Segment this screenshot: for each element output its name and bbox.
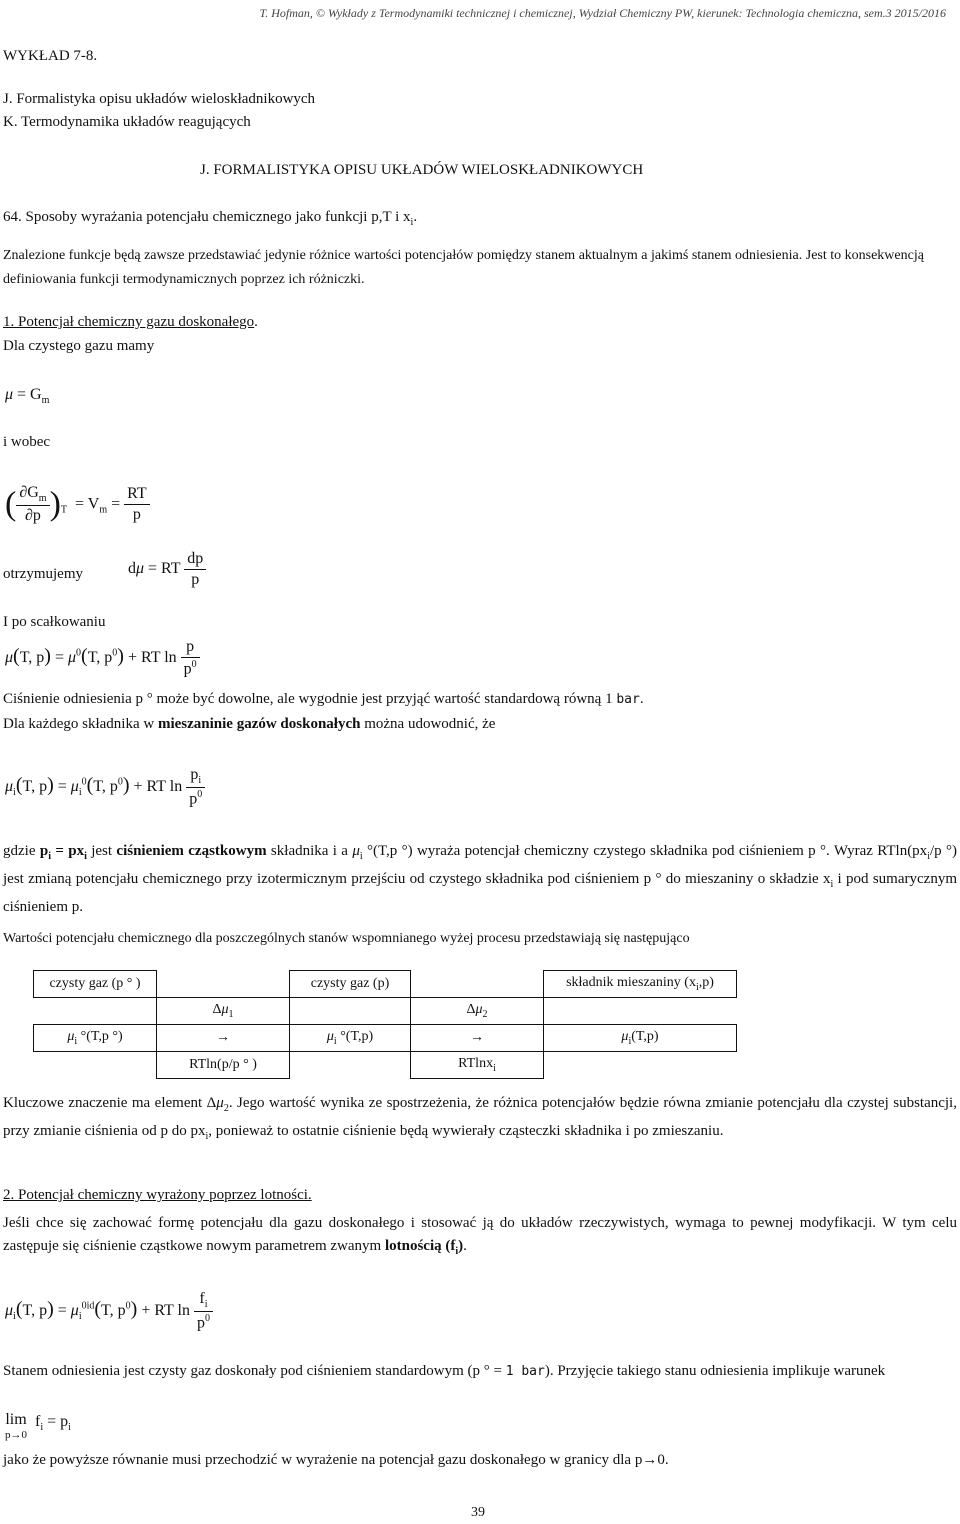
table-cell-mu3: $\mu_i(T,p)$ — [544, 1025, 737, 1052]
item-1-title: 1. Potencjał chemiczny gazu doskonałego. — [3, 314, 258, 330]
partial-pressure-paragraph: gdzie $p_i = px_i$ jest ciśnieniem cząstkowym składnika i a $\mu_i$ °(T,p °) wyraża potencjał chemiczny czystego składnika pod ciśnieniem p °. Wyraz $RTln(px_i/p$ °) jest zmianą potencjału chemicznego przy izotermicznym przejściu od czystego składnika pod ciśnieniem p ° do mieszaniny o składzie $x_i$ i pod sumarycznym ciśnieniem p. — [3, 843, 957, 915]
table-cell-state2: czysty gaz (p) — [290, 971, 411, 998]
after-integration-text: I po scałkowaniu — [3, 614, 106, 630]
table-cell-state3: składnik mieszaniny $(x_i,p)$ — [544, 971, 737, 998]
equation-mu-integrated: μ(T, $p) = \mu^0(T$, $p^0$) + RT ln $\frac{p}{p^0}$ — [5, 638, 200, 678]
page-number: 39 — [471, 1505, 485, 1520]
we-get-text: otrzymujemy — [3, 566, 83, 582]
table-cell-state1: czysty gaz (p ° ) — [34, 971, 157, 998]
toc-item-k: K. Termodynamika układów reagujących — [3, 114, 251, 130]
intro-paragraph: Znalezione funkcje będą zawsze przedstawiać jedynie różnice wartości potencjałów pomiędzy stanem aktualnym a jakimś stanem odniesienia. Jest to konsekwencją definiowania funkcji termodynamicznych poprzez ich różniczki. — [3, 248, 924, 287]
and-hence-text: i wobec — [3, 434, 51, 450]
equation-mu-fugacity: $\mu_i(T$, $p) = \mu_i^{0id}(T$, $p^0$) + RT ln $\frac{f_i}{p^0}$ — [5, 1290, 213, 1333]
table-cell-mu2: $\mu_i$ °(T,p) — [290, 1025, 411, 1052]
equation-gibbs-derivative: ( $\frac{\partial G_m}{\partial p}$ )$_T = V_m$ = $\frac{RT}{p}$ — [5, 484, 150, 525]
equation-mu-gm: $\mu = G_m$ — [5, 386, 50, 407]
subsection-64: 64. Sposoby wyrażania potencjału chemicznego jako funkcji p,T i $x_i$. — [3, 209, 418, 228]
arrow-icon: → — [411, 1025, 544, 1052]
section-title: J. FORMALISTYKA OPISU UKŁADÓW WIELOSKŁADNIKOWYCH — [200, 162, 644, 178]
table-cell-term2: RTlnx$_i$ — [411, 1052, 544, 1079]
arrow-icon: → — [642, 1452, 658, 1468]
equation-mu-i-mixture: $\mu_i(T$, $p) = \mu_i^0(T$, $p^0$) + RT ln $\frac{p_i}{p^0}$ — [5, 766, 205, 809]
reference-pressure-text: Ciśnienie odniesienia p ° może być dowolne, ale wygodnie jest przyjąć wartość standardową równą 1 bar. — [3, 691, 644, 707]
toc-item-j: J. Formalistyka opisu układów wieloskładnikowych — [3, 91, 316, 107]
lecture-title: WYKŁAD 7-8. — [3, 48, 98, 64]
equation-limit: lim p→0 $f_i = p_i$ — [5, 1411, 71, 1441]
table-cell-delta2: $\Delta\mu_2$ — [411, 998, 544, 1025]
fugacity-paragraph: Jeśli chce się zachować formę potencjału dla gazu doskonałego i stosować ją do układów rzeczywistych, wymaga to pewnej modyfikacji. W tym celu zastępuje się ciśnienie cząstkowe nowym parametrem zwanym lotnością $(f_i)$. — [3, 1215, 957, 1257]
mixture-text: Dla każdego składnika w mieszaninie gazów doskonałych można udowodnić, że — [3, 716, 496, 732]
states-table — [33, 970, 737, 1079]
arrow-icon: → — [157, 1025, 290, 1052]
final-text: jako że powyższe równanie musi przechodzić w wyrażenie na potencjał gazu doskonałego w granicy dla p→0. — [3, 1452, 669, 1468]
standard-state-paragraph: Stanem odniesienia jest czysty gaz doskonały pod ciśnieniem standardowym (p ° = 1 bar). Przyjęcie takiego stanu odniesienia implikuje warunek — [3, 1363, 886, 1379]
key-paragraph: Kluczowe znaczenie ma element $\Delta\mu_2$. Jego wartość wynika ze spostrzeżenia, że różnica potencjałów będzie równa zmianie potencjału dla czystej substancji, przy zmianie ciśnienia od p do $px_i$, ponieważ to ostatnie ciśnienie będą wywierały cząsteczki składnika i po zmieszaniu. — [3, 1095, 957, 1142]
table-cell-mu1: $\mu_i$ °(T,p °) — [34, 1025, 157, 1052]
equation-dmu: dμ = RT $\frac{dp}{p}$ — [128, 550, 206, 589]
values-text: Wartości potencjału chemicznego dla poszczególnych stanów wspomnianego wyżej procesu przedstawiają się następująco — [3, 931, 690, 946]
running-header: T. Hofman, © Wykłady z Termodynamiki technicznej i chemicznej, Wydział Chemiczny PW, kierunek: Technologia chemiczna, sem.3 2015/2016 — [259, 6, 946, 20]
table-cell-term1: RTln(p/p ° ) — [157, 1052, 290, 1079]
table-cell-delta1: $\Delta\mu_1$ — [157, 998, 290, 1025]
item-2-title: 2. Potencjał chemiczny wyrażony poprzez lotności. — [3, 1187, 312, 1203]
pure-gas-text: Dla czystego gazu mamy — [3, 338, 155, 354]
